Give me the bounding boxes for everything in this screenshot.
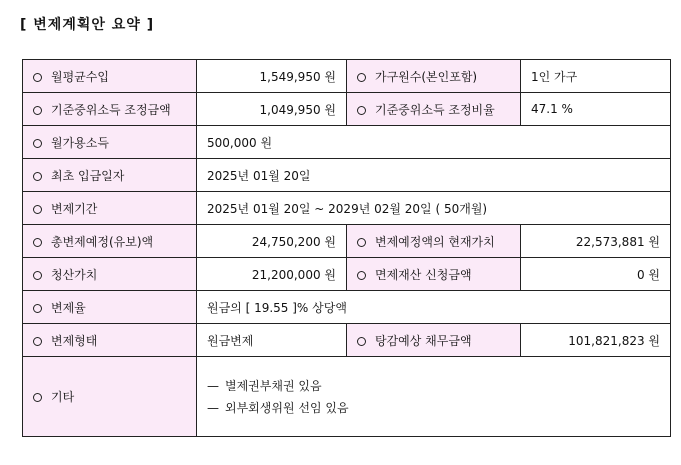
table-row [23,126,671,159]
circle-icon [33,304,42,313]
circle-icon [357,271,366,280]
repayment-period-value: 2025년 01월 20일 ~ 2029년 02월 20일 ( 50개월) [197,192,671,225]
first-payment-date-label: 최초 입금일자 [51,168,125,183]
repayment-rate-value: 원금의 [ 19.55 ]% 상당액 [197,291,671,324]
circle-icon [357,238,366,247]
table-row [23,192,671,225]
monthly-income-label: 월평균수입 [51,69,109,84]
table-row [23,291,671,324]
exempt-property-value: 0 원 [521,258,671,291]
dash-icon: — [207,379,219,393]
label-cell [23,357,197,437]
repayment-type-value: 원금변제 [197,324,347,357]
available-income-value: 500,000 원 [197,126,671,159]
repayment-type-label: 변제형태 [51,333,98,348]
circle-icon [357,73,366,82]
label-cell [347,60,521,93]
table-row [23,159,671,192]
circle-icon [357,106,366,115]
page-title: [ 변제계획안 요약 ] [20,17,155,33]
circle-icon [33,139,42,148]
label-cell [347,258,521,291]
monthly-income-value: 1,549,950 원 [197,60,347,93]
etc-note-item [207,377,660,394]
repayment-period-label: 변제기간 [51,201,98,216]
repayment-rate-label: 변제율 [51,300,86,315]
circle-icon [33,393,42,402]
median-income-amount-value: 1,049,950 원 [197,93,347,126]
label-cell [23,258,197,291]
label-cell [347,93,521,126]
label-cell [23,159,197,192]
median-income-ratio-value: 47.1 % [521,93,671,126]
total-repayment-value: 24,750,200 원 [197,225,347,258]
present-value-label: 변제예정액의 현재가치 [375,234,495,249]
circle-icon [33,73,42,82]
label-cell [23,126,197,159]
etc-note-text: 별제권부채권 있음 [225,379,322,393]
circle-icon [33,337,42,346]
label-cell [347,324,521,357]
table-row [23,225,671,258]
circle-icon [33,106,42,115]
circle-icon [33,172,42,181]
dash-icon: — [207,401,219,415]
table-row [23,258,671,291]
circle-icon [33,238,42,247]
etc-notes [197,357,671,437]
expected-discharge-label: 탕감예상 채무금액 [375,333,472,348]
household-size-label: 가구원수(본인포함) [375,69,478,84]
median-income-ratio-label: 기준중위소득 조정비율 [375,102,495,117]
circle-icon [33,205,42,214]
etc-label: 기타 [51,390,75,404]
table-row [23,324,671,357]
present-value-value: 22,573,881 원 [521,225,671,258]
liquidation-value-label: 청산가치 [51,267,98,282]
label-cell [23,225,197,258]
median-income-amount-label: 기준중위소득 조정금액 [51,102,171,117]
household-size-value: 1인 가구 [521,60,671,93]
label-cell [23,93,197,126]
available-income-label: 월가용소득 [51,135,109,150]
label-cell [23,324,197,357]
plan-summary-table [22,59,671,437]
label-cell [23,291,197,324]
exempt-property-label: 면제재산 신청금액 [375,267,472,282]
label-cell [23,60,197,93]
total-repayment-label: 총변제예정(유보)액 [51,234,154,249]
liquidation-value-value: 21,200,000 원 [197,258,347,291]
table-row [23,60,671,93]
circle-icon [33,271,42,280]
label-cell [23,192,197,225]
expected-discharge-value: 101,821,823 원 [521,324,671,357]
label-cell [347,225,521,258]
etc-note-item [207,399,660,416]
table-row [23,93,671,126]
circle-icon [357,337,366,346]
table-row [23,357,671,437]
first-payment-date-value: 2025년 01월 20일 [197,159,671,192]
etc-note-text: 외부회생위원 선임 있음 [225,401,349,415]
